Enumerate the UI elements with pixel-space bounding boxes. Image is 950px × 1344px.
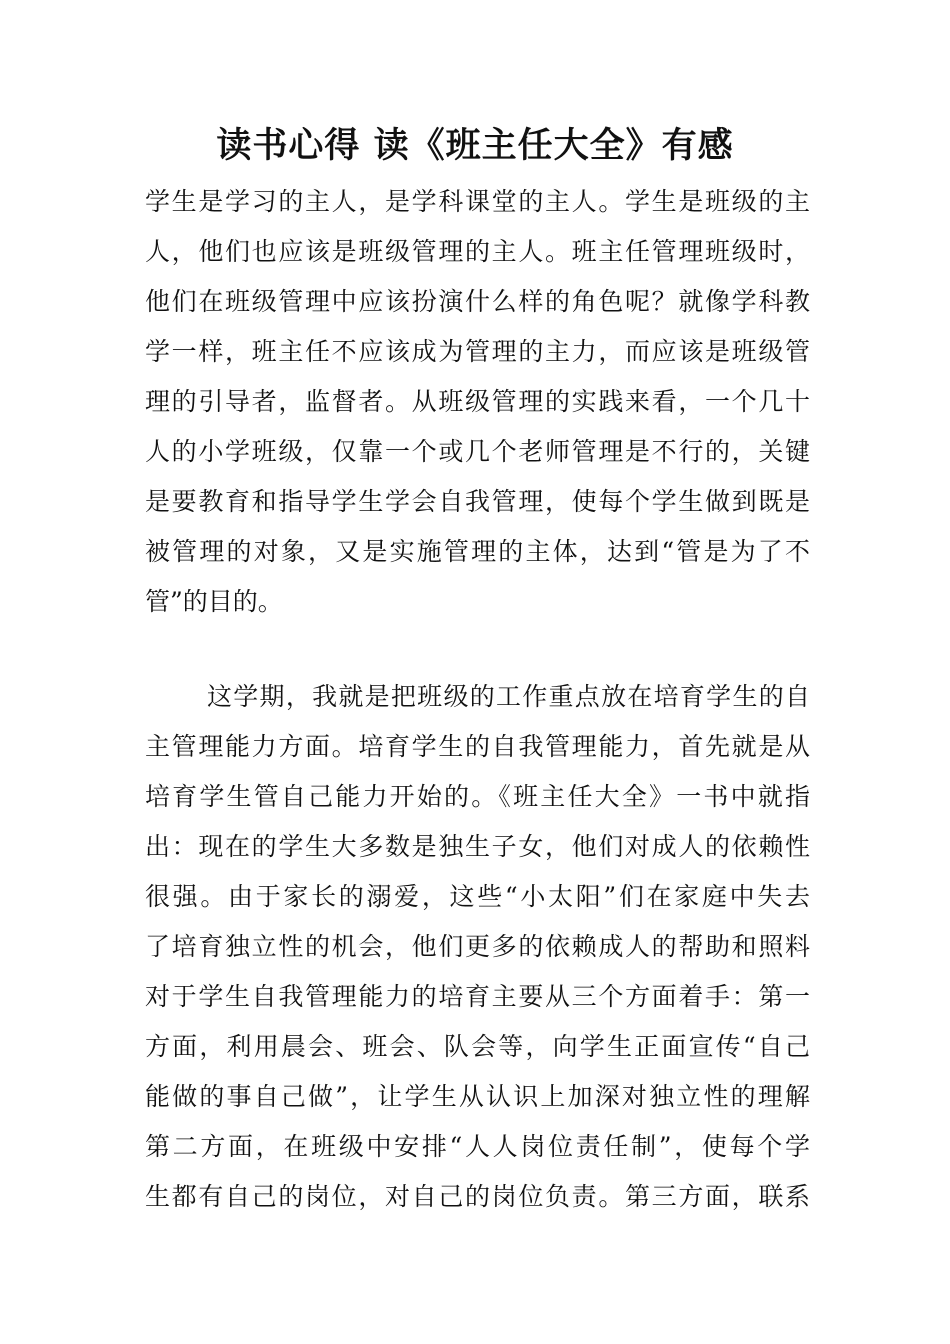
paragraph-line: 被管理的对象，又是实施管理的主体，达到“管是为了不 — [145, 537, 810, 566]
paragraph-line: 培育学生管自己能力开始的。《班主任大全》一书中就指 — [145, 782, 810, 811]
paragraph-line: 对于学生自我管理能力的培育主要从三个方面着手：第一 — [145, 982, 810, 1011]
paragraph-line: 生都有自己的岗位，对自己的岗位负责。第三方面，联系 — [145, 1182, 810, 1211]
paragraph-2 — [145, 672, 810, 1222]
paragraph-line: 学生是学习的主人，是学科课堂的主人。学生是班级的主 — [145, 187, 810, 216]
paragraph-line: 他们在班级管理中应该扮演什么样的角色呢？就像学科教 — [145, 287, 810, 316]
paragraph-line: 是要教育和指导学生学会自我管理，使每个学生做到既是 — [145, 487, 810, 516]
paragraph-line: 管”的目的。 — [145, 587, 283, 616]
paragraph-line: 人的小学班级，仅靠一个或几个老师管理是不行的，关键 — [145, 437, 810, 466]
paragraph-line: 了培育独立性的机会，他们更多的依赖成人的帮助和照料 — [145, 932, 810, 961]
paragraph-line: 第二方面，在班级中安排“人人岗位责任制”，使每个学 — [145, 1132, 810, 1161]
document-title: 读书心得 读《班主任大全》有感 — [216, 126, 734, 166]
paragraph-line: 很强。由于家长的溺爱，这些“小太阳”们在家庭中失去 — [145, 882, 810, 911]
paragraph-1 — [145, 177, 810, 627]
paragraph-line: 学一样，班主任不应该成为管理的主力，而应该是班级管 — [145, 337, 810, 366]
paragraph-line: 人，他们也应该是班级管理的主人。班主任管理班级时， — [145, 237, 810, 266]
paragraph-line: 主管理能力方面。培育学生的自我管理能力，首先就是从 — [145, 732, 810, 761]
paragraph-line: 出：现在的学生大多数是独生子女，他们对成人的依赖性 — [145, 832, 810, 861]
paragraph-line: 这学期，我就是把班级的工作重点放在培育学生的自 — [207, 682, 810, 711]
paragraph-line: 方面，利用晨会、班会、队会等，向学生正面宣传“自己 — [145, 1032, 810, 1061]
paragraph-line: 能做的事自己做”，让学生从认识上加深对独立性的理解 — [145, 1082, 810, 1111]
paragraph-line: 理的引导者，监督者。从班级管理的实践来看，一个几十 — [145, 387, 810, 416]
